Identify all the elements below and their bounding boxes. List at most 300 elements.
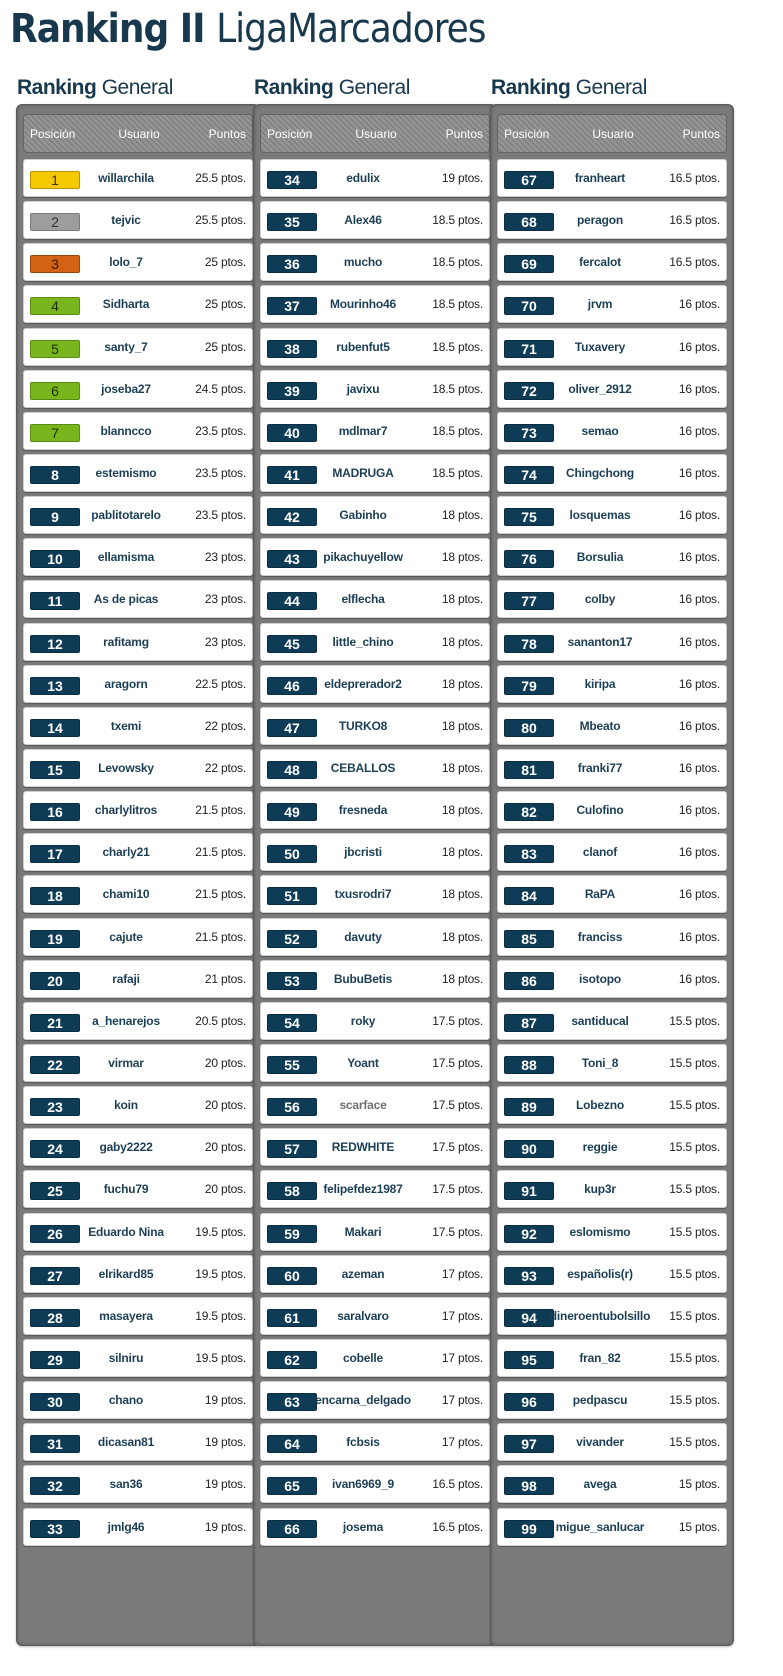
user-name[interactable]: Levowsky: [98, 761, 154, 775]
position-badge: 74: [504, 466, 554, 484]
user-name[interactable]: pikachuyellow: [323, 550, 403, 565]
user-name[interactable]: tejvic: [111, 213, 141, 228]
user-name[interactable]: Gabinho: [339, 508, 387, 523]
user-name[interactable]: roky: [350, 1013, 376, 1028]
user-name[interactable]: little_chino: [332, 634, 394, 649]
user-name[interactable]: lolo_7: [109, 255, 143, 270]
user-name[interactable]: azeman: [341, 1266, 385, 1281]
position-badge: 34: [267, 171, 317, 189]
user-name[interactable]: MADRUGA: [332, 466, 394, 480]
points-value: 18 ptos.: [441, 718, 483, 733]
position-badge: 28: [30, 1309, 80, 1327]
points-value: 17.5 ptos.: [432, 1098, 483, 1113]
points-value: 17 ptos.: [441, 1393, 483, 1408]
table-row: [260, 454, 490, 492]
table-row: [260, 1423, 490, 1461]
table-row: [260, 496, 490, 534]
table-header: [497, 114, 727, 153]
position-badge: 65: [267, 1477, 317, 1495]
user-name[interactable]: Yoant: [347, 1055, 379, 1070]
points-value: 18.5 ptos.: [432, 423, 483, 438]
user-name[interactable]: franki77: [577, 761, 623, 775]
points-value: 25 ptos.: [204, 255, 246, 270]
user-name[interactable]: ellamisma: [97, 550, 155, 565]
points-value: 17 ptos.: [441, 1435, 483, 1450]
position-badge: 43: [267, 550, 317, 568]
ranking-column: [490, 76, 734, 1537]
user-name[interactable]: aragorn: [104, 676, 148, 691]
points-value: 16 ptos.: [678, 592, 720, 607]
points-value: 18 ptos.: [441, 887, 483, 902]
position-badge: 59: [267, 1225, 317, 1243]
position-badge: 62: [267, 1351, 317, 1369]
points-value: 19 ptos.: [204, 1477, 246, 1492]
position-badge: 14: [30, 719, 80, 737]
points-value: 19.5 ptos.: [195, 1350, 246, 1365]
column-title: [491, 76, 734, 100]
position-badge: 23: [30, 1098, 80, 1116]
user-name[interactable]: a_henarejos: [92, 1013, 160, 1028]
user-name[interactable]: franciss: [577, 929, 623, 944]
points-value: 15.5 ptos.: [669, 1266, 720, 1281]
points-value: 16 ptos.: [678, 761, 720, 775]
user-name[interactable]: TURKO8: [338, 718, 388, 733]
position-badge: 54: [267, 1014, 317, 1032]
position-badge: 96: [504, 1393, 554, 1411]
user-name[interactable]: koin: [114, 1098, 138, 1113]
position-badge: 60: [267, 1267, 317, 1285]
position-badge: 6: [30, 382, 80, 400]
points-value: 16.5 ptos.: [432, 1519, 483, 1534]
user-name[interactable]: cajute: [109, 929, 143, 944]
table-row: [497, 159, 727, 197]
table-row: [23, 243, 253, 281]
table-row: [260, 1086, 490, 1124]
user-name[interactable]: mucho: [343, 255, 383, 270]
position-badge: 57: [267, 1140, 317, 1158]
user-name[interactable]: rubenfut5: [336, 339, 390, 354]
user-name[interactable]: Tuxavery: [574, 339, 626, 354]
points-value: 17.5 ptos.: [432, 1182, 483, 1197]
position-badge: 78: [504, 635, 554, 653]
user-name[interactable]: dineroentubolsillo: [549, 1308, 651, 1323]
table-row: [497, 285, 727, 323]
points-value: 25.5 ptos.: [195, 213, 246, 228]
user-name[interactable]: fcbsis: [346, 1435, 380, 1450]
position-badge: 10: [30, 550, 80, 568]
user-name[interactable]: virmar: [108, 1055, 144, 1070]
user-name[interactable]: REDWHITE: [331, 1140, 395, 1155]
points-value: 18.5 ptos.: [432, 213, 483, 228]
position-badge: 20: [30, 972, 80, 990]
column-title: [17, 76, 260, 100]
user-name[interactable]: charlylitros: [94, 803, 158, 818]
table-row: [260, 412, 490, 450]
user-name[interactable]: fercalot: [579, 255, 621, 270]
points-value: 21.5 ptos.: [195, 887, 246, 902]
user-name[interactable]: pedpascu: [572, 1393, 628, 1408]
points-value: 16 ptos.: [678, 381, 720, 396]
table-row: [260, 875, 490, 913]
table-row: [260, 1044, 490, 1082]
position-badge: 29: [30, 1351, 80, 1369]
table-row: [497, 1339, 727, 1377]
table-row: [497, 1128, 727, 1166]
points-value: 17.5 ptos.: [432, 1055, 483, 1070]
points-value: 15.5 ptos.: [669, 1393, 720, 1408]
position-badge: 18: [30, 887, 80, 905]
points-value: 16 ptos.: [678, 508, 720, 523]
user-name[interactable]: santy_7: [104, 339, 148, 354]
user-name[interactable]: edulix: [346, 171, 380, 185]
table-row: [260, 918, 490, 956]
position-badge: 41: [267, 466, 317, 484]
position-badge: 70: [504, 297, 554, 315]
user-name[interactable]: Culofino: [576, 803, 624, 818]
position-badge: 39: [267, 382, 317, 400]
user-name[interactable]: españolis(r): [567, 1266, 633, 1281]
table-row: [23, 833, 253, 871]
user-name[interactable]: santiducal: [571, 1013, 629, 1028]
user-name[interactable]: saralvaro: [337, 1308, 389, 1323]
table-row: [497, 1423, 727, 1461]
user-name[interactable]: davuty: [344, 929, 382, 944]
user-name[interactable]: rafitamg: [103, 634, 149, 649]
points-value: 21.5 ptos.: [195, 929, 246, 944]
position-badge: 35: [267, 213, 317, 231]
header-points: Puntos: [208, 127, 246, 141]
user-name[interactable]: sananton17: [567, 634, 633, 649]
points-value: 19.5 ptos.: [195, 1266, 246, 1281]
table-row: [497, 875, 727, 913]
table-row: [260, 623, 490, 661]
position-badge: 37: [267, 297, 317, 315]
table-row: [260, 580, 490, 618]
points-value: 23 ptos.: [204, 634, 246, 649]
position-badge: 71: [504, 340, 554, 358]
points-value: 15.5 ptos.: [669, 1350, 720, 1365]
points-value: 15.5 ptos.: [669, 1013, 720, 1028]
user-name[interactable]: ivan6969_9: [331, 1477, 395, 1492]
table-row: [497, 370, 727, 408]
user-name[interactable]: Mourinho46: [330, 297, 396, 312]
position-badge: 22: [30, 1056, 80, 1074]
table-row: [260, 1381, 490, 1419]
points-value: 16.5 ptos.: [669, 171, 720, 185]
table-row: [23, 1128, 253, 1166]
table-row: [23, 623, 253, 661]
user-name[interactable]: RaPA: [584, 887, 616, 902]
table-row: [23, 791, 253, 829]
table-row: [497, 1170, 727, 1208]
user-name[interactable]: avega: [583, 1477, 617, 1492]
user-name[interactable]: Toni_8: [581, 1055, 619, 1070]
user-name[interactable]: rafaji: [112, 971, 140, 986]
user-name[interactable]: scarface: [339, 1098, 387, 1113]
user-name[interactable]: franheart: [574, 171, 626, 185]
table-row: [260, 833, 490, 871]
user-name[interactable]: kiripa: [584, 676, 616, 691]
table-row: [23, 1339, 253, 1377]
user-name[interactable]: chami10: [102, 887, 150, 902]
table-header: [260, 114, 490, 153]
points-value: 15.5 ptos.: [669, 1182, 720, 1197]
points-value: 18.5 ptos.: [432, 255, 483, 270]
table-row: [497, 1213, 727, 1251]
user-name[interactable]: kup3r: [584, 1182, 616, 1197]
points-value: 15.5 ptos.: [669, 1098, 720, 1113]
user-name[interactable]: fuchu79: [103, 1182, 149, 1197]
table-row: [23, 496, 253, 534]
points-value: 17 ptos.: [441, 1308, 483, 1323]
table-row: [23, 1170, 253, 1208]
table-row: [260, 201, 490, 239]
user-name[interactable]: Eduardo Nina: [88, 1224, 164, 1239]
position-badge: 86: [504, 972, 554, 990]
position-badge: 90: [504, 1140, 554, 1158]
position-badge: 67: [504, 171, 554, 189]
table-row: [260, 538, 490, 576]
user-name[interactable]: migue_sanlucar: [555, 1519, 645, 1534]
points-value: 19 ptos.: [204, 1393, 246, 1408]
column-title-strong: Ranking: [491, 76, 571, 99]
table-row: [497, 791, 727, 829]
user-name[interactable]: Mbeato: [579, 718, 621, 733]
position-badge: 5: [30, 340, 80, 358]
position-badge: 13: [30, 677, 80, 695]
table-row: [497, 201, 727, 239]
points-value: 20 ptos.: [204, 1098, 246, 1113]
position-badge: 25: [30, 1182, 80, 1200]
user-name[interactable]: clanof: [582, 845, 618, 860]
user-name[interactable]: cobelle: [343, 1350, 383, 1365]
user-name[interactable]: As de picas: [93, 592, 159, 607]
position-badge: 16: [30, 803, 80, 821]
table-row: [260, 1213, 490, 1251]
position-badge: 40: [267, 424, 317, 442]
user-name[interactable]: fran_82: [579, 1350, 621, 1365]
position-badge: 94: [504, 1309, 554, 1327]
points-value: 17 ptos.: [441, 1266, 483, 1281]
table-row: [260, 159, 490, 197]
user-name[interactable]: Chingchong: [566, 466, 634, 480]
column-title-light: General: [338, 76, 410, 99]
user-name[interactable]: mdlmar7: [338, 423, 388, 438]
points-value: 16.5 ptos.: [669, 255, 720, 270]
page-title-light: LigaMarcadores: [216, 6, 486, 52]
user-name[interactable]: eldeprerador2: [324, 676, 402, 691]
user-name[interactable]: Lobezno: [576, 1098, 624, 1113]
user-name[interactable]: isotopo: [579, 971, 621, 986]
position-badge: 79: [504, 677, 554, 695]
points-value: 24.5 ptos.: [195, 381, 246, 396]
user-name[interactable]: losquemas: [569, 508, 631, 523]
user-name[interactable]: jrvm: [587, 297, 613, 312]
points-value: 18.5 ptos.: [432, 381, 483, 396]
ranking-column: [16, 76, 260, 1537]
user-name[interactable]: charly21: [102, 845, 150, 860]
points-value: 17.5 ptos.: [432, 1013, 483, 1028]
position-badge: 55: [267, 1056, 317, 1074]
user-name[interactable]: javixu: [346, 381, 380, 396]
table-row: [23, 454, 253, 492]
user-name[interactable]: silniru: [108, 1350, 144, 1365]
user-name[interactable]: jbcristi: [344, 845, 382, 860]
table-row: [260, 665, 490, 703]
points-value: 18 ptos.: [441, 845, 483, 860]
position-badge: 21: [30, 1014, 80, 1032]
user-name[interactable]: oliver_2912: [568, 381, 632, 396]
position-badge: 11: [30, 592, 80, 610]
table-row: [23, 1423, 253, 1461]
position-badge: 52: [267, 930, 317, 948]
table-row: [260, 1002, 490, 1040]
user-name[interactable]: masayera: [99, 1308, 153, 1323]
points-value: 18.5 ptos.: [432, 297, 483, 312]
table-row: [23, 1465, 253, 1503]
user-name[interactable]: encarna_delgado: [315, 1393, 411, 1408]
position-badge: 84: [504, 887, 554, 905]
position-badge: 75: [504, 508, 554, 526]
user-name[interactable]: colby: [584, 592, 616, 607]
position-badge: 3: [30, 255, 80, 273]
position-badge: 73: [504, 424, 554, 442]
table-row: [23, 1002, 253, 1040]
user-name[interactable]: fresneda: [338, 803, 388, 818]
table-row: [497, 1255, 727, 1293]
table-row: [260, 1170, 490, 1208]
user-name[interactable]: joseba27: [101, 381, 151, 396]
user-name[interactable]: gaby2222: [99, 1140, 153, 1155]
table-row: [260, 1465, 490, 1503]
user-name[interactable]: semao: [581, 423, 619, 438]
user-name[interactable]: Makari: [344, 1224, 382, 1239]
table-row: [497, 960, 727, 998]
points-value: 25.5 ptos.: [195, 171, 246, 185]
position-badge: 32: [30, 1477, 80, 1495]
user-name[interactable]: willarchila: [98, 171, 154, 185]
header-position: Posición: [30, 127, 76, 141]
points-value: 18 ptos.: [441, 761, 483, 775]
user-name[interactable]: chano: [108, 1393, 144, 1408]
position-badge: 24: [30, 1140, 80, 1158]
position-badge: 30: [30, 1393, 80, 1411]
position-badge: 83: [504, 845, 554, 863]
position-badge: 53: [267, 972, 317, 990]
user-name[interactable]: eslomismo: [569, 1224, 631, 1239]
table-row: [23, 201, 253, 239]
user-name[interactable]: Borsulia: [576, 550, 624, 565]
points-value: 19.5 ptos.: [195, 1224, 246, 1239]
table-row: [23, 1086, 253, 1124]
points-value: 16 ptos.: [678, 929, 720, 944]
header-points: Puntos: [682, 127, 720, 141]
position-badge: 42: [267, 508, 317, 526]
user-name[interactable]: blanncco: [100, 423, 152, 438]
ranking-panel: [253, 104, 497, 1646]
position-badge: 80: [504, 719, 554, 737]
user-name[interactable]: txusrodri7: [334, 887, 392, 902]
user-name[interactable]: elrikard85: [98, 1266, 154, 1281]
user-name[interactable]: estemismo: [95, 466, 157, 480]
header-points: Puntos: [445, 127, 483, 141]
table-row: [497, 833, 727, 871]
user-name[interactable]: dicasan81: [97, 1435, 155, 1450]
points-value: 20 ptos.: [204, 1055, 246, 1070]
user-name[interactable]: CEBALLOS: [330, 761, 396, 775]
position-badge: 99: [504, 1520, 554, 1538]
table-row: [260, 328, 490, 366]
position-badge: 27: [30, 1267, 80, 1285]
points-value: 25 ptos.: [204, 297, 246, 312]
points-value: 23.5 ptos.: [195, 466, 246, 480]
user-name[interactable]: reggie: [582, 1140, 618, 1155]
position-badge: 77: [504, 592, 554, 610]
user-name[interactable]: felipefdez1987: [323, 1182, 403, 1197]
user-name[interactable]: san36: [109, 1477, 143, 1492]
points-value: 23.5 ptos.: [195, 508, 246, 523]
table-row: [23, 875, 253, 913]
points-value: 22 ptos.: [204, 718, 246, 733]
position-badge: 92: [504, 1225, 554, 1243]
points-value: 16 ptos.: [678, 297, 720, 312]
user-name[interactable]: Sidharta: [102, 297, 150, 312]
table-row: [23, 960, 253, 998]
user-name[interactable]: Alex46: [344, 213, 382, 228]
user-name[interactable]: txemi: [110, 718, 142, 733]
header-user: Usuario: [592, 127, 634, 141]
position-badge: 19: [30, 930, 80, 948]
table-row: [260, 243, 490, 281]
table-row: [260, 1255, 490, 1293]
position-badge: 48: [267, 761, 317, 779]
user-name[interactable]: pablitotarelo: [91, 508, 161, 523]
position-badge: 45: [267, 635, 317, 653]
header-position: Posición: [504, 127, 550, 141]
user-name[interactable]: peragon: [577, 213, 623, 228]
column-title-strong: Ranking: [17, 76, 97, 99]
points-value: 16 ptos.: [678, 887, 720, 902]
table-row: [23, 538, 253, 576]
position-badge: 76: [504, 550, 554, 568]
table-row: [23, 1213, 253, 1251]
points-value: 19 ptos.: [204, 1519, 246, 1534]
points-value: 16 ptos.: [678, 423, 720, 438]
user-name[interactable]: josema: [342, 1519, 384, 1534]
table-row: [497, 538, 727, 576]
table-row: [23, 918, 253, 956]
points-value: 17.5 ptos.: [432, 1140, 483, 1155]
table-row: [23, 159, 253, 197]
position-badge: 15: [30, 761, 80, 779]
user-name[interactable]: vivander: [576, 1435, 624, 1450]
position-badge: 46: [267, 677, 317, 695]
position-badge: 31: [30, 1435, 80, 1453]
table-row: [23, 412, 253, 450]
position-badge: 44: [267, 592, 317, 610]
points-value: 23 ptos.: [204, 550, 246, 565]
points-value: 20 ptos.: [204, 1140, 246, 1155]
points-value: 18 ptos.: [441, 592, 483, 607]
position-badge: 64: [267, 1435, 317, 1453]
points-value: 19.5 ptos.: [195, 1308, 246, 1323]
table-row: [260, 370, 490, 408]
user-name[interactable]: BubuBetis: [333, 971, 393, 986]
user-name[interactable]: jmlg46: [107, 1519, 145, 1534]
position-badge: 58: [267, 1182, 317, 1200]
table-row: [497, 580, 727, 618]
user-name[interactable]: elflecha: [341, 592, 385, 607]
